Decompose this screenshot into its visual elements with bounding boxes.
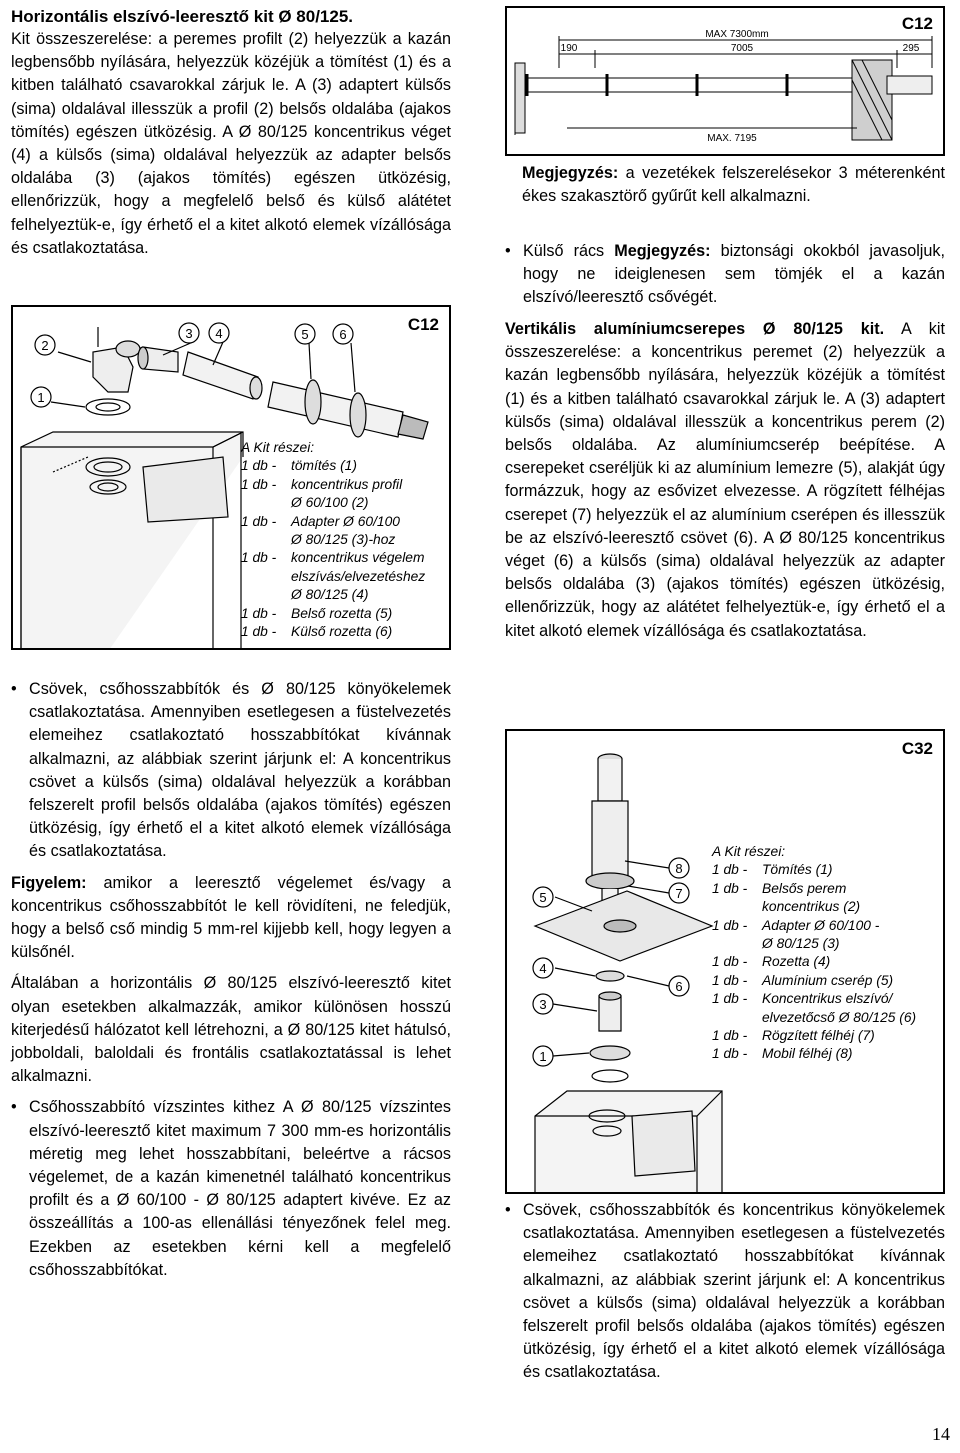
callout-6: 6	[339, 327, 347, 342]
c32-callout-3: 3	[539, 997, 547, 1012]
parts-row	[712, 1027, 942, 1045]
parts-row	[241, 531, 446, 549]
parts-row	[241, 513, 446, 531]
parts-row	[712, 1009, 942, 1027]
c12-parts-list	[241, 439, 446, 641]
parts-desc: Rozetta (4)	[762, 954, 831, 970]
grille-prefix: Külső rács	[523, 242, 615, 260]
parts-desc: Mobil félhéj (8)	[762, 1046, 853, 1062]
parts-row	[712, 1045, 942, 1063]
grille-paragraph	[505, 240, 945, 310]
parts-desc: koncentrikus profil	[291, 476, 403, 492]
dim-figure-label: C12	[901, 14, 933, 33]
parts-row	[241, 457, 446, 475]
callout-4: 4	[215, 326, 223, 341]
parts-desc: elszívás/elvezetéshez	[291, 568, 426, 584]
parts-qty	[712, 935, 762, 953]
parts-qty	[241, 586, 291, 604]
c12-dimension-figure	[505, 6, 945, 156]
parts-qty: 1 db -	[241, 550, 277, 566]
dim-190: 190	[560, 43, 578, 54]
vertical-kit-title: Vertikális alumíniumcserepes Ø 80/125 kit.	[505, 320, 885, 338]
callout-5: 5	[301, 327, 309, 342]
left-column	[11, 6, 451, 260]
parts-qty: 1 db -	[241, 513, 277, 529]
parts-desc: tömítés (1)	[291, 458, 357, 474]
parts-row	[241, 476, 446, 494]
parts-desc: Rögzített félhéj (7)	[762, 1028, 875, 1044]
parts-qty: 1 db -	[712, 880, 748, 896]
parts-title: A Kit részei:	[241, 440, 315, 455]
parts-qty: 1 db -	[241, 458, 277, 474]
dim-max-bottom: MAX. 7195	[707, 133, 757, 144]
parts-row	[712, 917, 942, 935]
c32-kit-figure	[505, 729, 945, 1194]
parts-qty	[712, 1009, 762, 1027]
right-bottom-block	[505, 1199, 945, 1385]
figure-label: C12	[407, 315, 439, 334]
c32-callout-6: 6	[675, 979, 683, 994]
parts-row	[241, 586, 446, 604]
grille-block	[505, 240, 945, 310]
parts-qty: 1 db -	[712, 862, 748, 878]
parts-qty: 1 db -	[712, 1046, 748, 1062]
grille-label: Megjegyzés:	[614, 242, 711, 260]
dimension-drawing	[507, 8, 943, 154]
parts-desc: Belső rozetta (5)	[291, 605, 393, 621]
c12-kit-figure	[11, 305, 451, 650]
parts-desc: koncentrikus végelem	[291, 550, 425, 566]
c32-callout-4: 4	[539, 961, 547, 976]
c32-parts-title: A Kit részei:	[712, 844, 786, 859]
parts-row	[712, 935, 942, 953]
dim-7005: 7005	[730, 43, 754, 54]
warning-text: amikor a leeresztő végelemet és/vagy a koncentrikus csőhosszabbítót le kell rövidíteni, ne feledjük, hogy a belső cső mindig 5 mm-rel kijjebb kell, hogy legyen a külsőnél.	[11, 873, 451, 962]
c32-callout-1: 1	[539, 1049, 547, 1064]
grille-text: biztonsági okokból javasoljuk, hogy ne ideiglenesen sem tömjék el a kazán elszívó/leeresztő csővégét.	[523, 242, 945, 307]
c32-figure-label: C32	[901, 739, 933, 758]
callout-2: 2	[41, 338, 49, 353]
kit-assembly-paragraph: Kit összeszerelése: a peremes profilt (2) helyezzük a kazán legbensőbb nyílására, helyezzük közéjük a tömítést (1) és a kitben található csavarokkal zárjuk le. A (3) adaptert külsős (sima) oldalával illesszük a profil (2) belsős oldalába (ajakos tömítés) egészen ütközésig. A Ø 80/125 koncentrikus véget (4) a külsős (sima) oldalával helyezzük az adapter belsős oldalába (3) (ajakos tömítés) egészen ütközésig, ellenőrizzük, hogy a megfelelő belső és külső alátétet felhelyeztük-e, így érhető el a kitet alkotó elemek vízállósága és csatlakoztatása.	[11, 30, 451, 257]
warning-label: Figyelem:	[11, 873, 87, 892]
parts-desc: Adapter Ø 60/100	[291, 513, 400, 529]
c32-parts-list	[712, 843, 942, 1064]
parts-desc: Ø 60/100 (2)	[291, 495, 369, 511]
parts-desc: koncentrikus (2)	[762, 899, 861, 915]
extension-bullet: • Csőhosszabbító vízszintes kithez A Ø 80/125 vízszintes elszívó-leeresztő kitet maximum 7 300 mm-es horizontális méretig meg lehet hosszabbítani, beleértve a rácsos végelemet, de a kazán kimenetnél található koncentrikus profilt és a Ø 60/100 - Ø 80/125 adaptert kivéve. Ez az összeállítás a 100-as ellenállási tényezőnek felel meg. Ezekben az esetekben kérni kell a megfelelő csőhosszabbítókat.	[11, 1096, 451, 1282]
callout-3: 3	[185, 326, 193, 341]
vertical-kit-text: A kit összeszerelése: a koncentrikus peremet (2) helyezzük a kazán legbensőbb nyílására, helyezzük közéjük a tömítést (1) és a kitben található csavarokkal zárjuk le. A (3) adaptert külsős (sima) oldalával illesszük a koncentrikus perem (2) belsős oldalába. Az alumíniumcserép beépítése. A cserepeket cseréljük ki az alumínium lemezre (5), alakját úgy formázzuk, hogy az esővizet elvezesse. A rögzített félhéjas cserepet (7) helyezzük el az alumínium cserépen és illesszük be az elszívó-leeresztő csövet (6). A Ø 80/125 koncentrikus véget (6) a külsős (sima) oldalával helyezzük az adapter belsős oldalába (3) (ajakos tömítés) egészen ütközésig, ellenőrizzük, hogy az alátétet felhelyeztük-e, így érhető el a kitet alkotó elemek vízállósága és csatlakoztatása.	[505, 320, 945, 640]
parts-desc: elvezetőcső Ø 80/125 (6)	[762, 1009, 917, 1025]
parts-desc: Tömítés (1)	[762, 862, 833, 878]
general-paragraph: Általában a horizontális Ø 80/125 elszívó-leeresztő kitet olyan esetekben alkalmazzák, amikor különösen hosszú kiterjedésű hálózatot kell létrehozni, a Ø 80/125 kitet hátulsó, jobboldali, baloldali és frontális csatlakoztatással is lehet alkalmazni.	[11, 974, 451, 1086]
parts-qty	[712, 898, 762, 916]
parts-desc: Ø 80/125 (4)	[291, 587, 369, 603]
parts-qty	[241, 494, 291, 512]
vertical-kit-block	[505, 318, 945, 643]
left-column-lower	[11, 678, 451, 1282]
vertical-kit-paragraph	[505, 318, 945, 643]
parts-qty: 1 db -	[241, 476, 277, 492]
callout-1: 1	[37, 390, 45, 405]
page-number: 14	[932, 1424, 950, 1444]
parts-desc: Alumínium cserép (5)	[762, 972, 894, 988]
parts-desc: Koncentrikus elszívó/	[762, 991, 893, 1007]
parts-desc: Belsős perem	[762, 880, 847, 896]
parts-row	[712, 880, 942, 898]
parts-qty	[241, 568, 291, 586]
c32-callout-5: 5	[539, 890, 547, 905]
pipe-connection-bullet: • Csövek, csőhosszabbítók és Ø 80/125 könyökelemek csatlakoztatása. Amennyiben esetlegesen a füstelvezetés elemeihez csatlakoztató hosszabbítókat kívánnak alkalmazni, az alábbiak szerint járjunk el: A koncentrikus csövet a külsős (sima) oldalával helyezzük a korábban felszerelt profil belsős oldalába (ajakos tömítés) egészen ütközésig, így érhető el a kitet alkotó elemek vízállósága és csatlakoztatása.	[11, 678, 451, 864]
dim-max-total: MAX 7300mm	[705, 29, 769, 40]
parts-desc: Ø 80/125 (3)	[762, 936, 840, 952]
c32-callout-7: 7	[675, 886, 683, 901]
parts-row	[241, 494, 446, 512]
parts-desc: Külső rozetta (6)	[291, 624, 393, 640]
note-text: a vezetékek felszerelésekor 3 méterenként ékes szakasztörő gyűrűt kell alkalmazni.	[522, 164, 945, 206]
parts-qty: 1 db -	[241, 624, 277, 640]
parts-qty: 1 db -	[241, 605, 277, 621]
c32-callout-8: 8	[675, 861, 683, 876]
dim-295: 295	[902, 43, 920, 54]
coaxial-connection-bullet: • Csövek, csőhosszabbítók és koncentrikus könyökelemek csatlakoztatása. Amennyiben esetlegesen a füstelvezetés elemeihez csatlakoztató hosszabbítókat kívánnak alkalmazni, az alábbiak szerint járjunk el: A koncentrikus csövet a külsős (sima) oldalával helyezzük a korábban felszerelt profil belsős oldalába (ajakos tömítés) egészen ütközésig, így érhető el a kitet alkotó elemek vízállósága és csatlakoztatása.	[505, 1199, 945, 1385]
parts-qty	[241, 531, 291, 549]
parts-row	[712, 972, 942, 990]
parts-row	[241, 568, 446, 586]
parts-row	[241, 623, 446, 641]
parts-qty: 1 db -	[712, 917, 748, 933]
parts-row	[712, 861, 942, 879]
note-paragraph	[522, 162, 945, 208]
note-label: Megjegyzés:	[522, 164, 619, 182]
parts-qty: 1 db -	[712, 1028, 748, 1044]
parts-row	[241, 605, 446, 623]
parts-row	[241, 549, 446, 567]
parts-qty: 1 db -	[712, 991, 748, 1007]
parts-qty: 1 db -	[712, 954, 748, 970]
section-title: Horizontális elszívó-leeresztő kit Ø 80/125.	[11, 7, 354, 26]
note-block	[522, 162, 945, 208]
parts-desc: Adapter Ø 60/100 -	[762, 917, 880, 933]
parts-qty: 1 db -	[712, 972, 748, 988]
warning-paragraph	[11, 872, 451, 965]
parts-row	[712, 953, 942, 971]
parts-row	[712, 898, 942, 916]
parts-row	[712, 990, 942, 1008]
parts-desc: Ø 80/125 (3)-hoz	[291, 532, 396, 548]
